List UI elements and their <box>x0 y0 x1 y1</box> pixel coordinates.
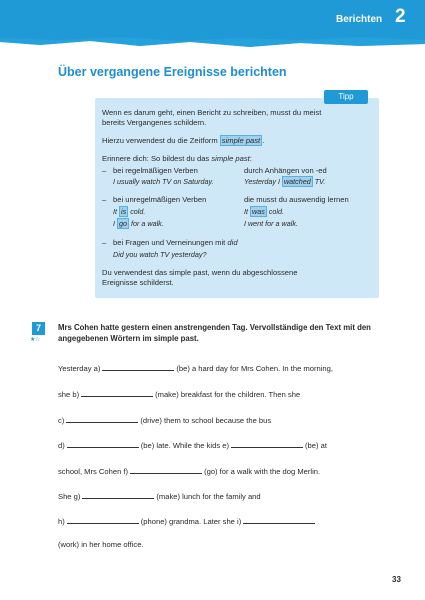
irregular-example-2: I go for a walk. <box>113 219 164 228</box>
blank-c[interactable] <box>66 414 138 423</box>
tip-closing-1: Du verwendest das simple past, wenn du abgeschlossene <box>102 268 298 277</box>
exercise-line-g: She g) (make) lunch for the family and <box>58 492 261 501</box>
blank-g[interactable] <box>82 490 154 499</box>
questions-label: bei Fragen und Verneinungen mit did <box>113 238 238 247</box>
blank-e[interactable] <box>231 439 303 448</box>
bullet-dash: – <box>102 195 107 204</box>
blank-f[interactable] <box>130 465 202 474</box>
chapter-title: Berichten <box>336 14 383 25</box>
chapter-number: 2 <box>395 6 406 27</box>
tip-remember-line: Erinnere dich: So bildest du das simple past: <box>102 154 252 163</box>
tip-closing-2: Ereignisse schilderst. <box>102 278 174 287</box>
tip-tab: Tipp <box>324 90 368 104</box>
blank-b[interactable] <box>81 388 153 397</box>
irregular-example-3: It was cold. <box>244 207 284 216</box>
exercise-line-d: d) (be) late. While the kids e) (be) at <box>58 441 327 450</box>
irregular-label: bei unregelmäßigen Verben <box>113 195 207 204</box>
regular-example-1: I usually watch TV on Saturday. <box>113 177 214 186</box>
tip-intro-1: Wenn es darum geht, einen Bericht zu schreiben, musst du meist <box>102 108 322 117</box>
bullet-dash: – <box>102 238 107 247</box>
exercise-line-f: school, Mrs Cohen f) (go) for a walk with the dog Merlin. <box>58 467 321 476</box>
blank-h[interactable] <box>67 515 139 524</box>
regular-label: bei regelmäßigen Verben <box>113 166 198 175</box>
chapter-banner <box>0 0 425 50</box>
regular-rule: durch Anhängen von -ed <box>244 166 327 175</box>
task-number-badge: 7 <box>32 322 45 335</box>
exercise-line-b: she b) (make) breakfast for the children. Then she <box>58 390 301 399</box>
difficulty-stars-icon: ★☆ <box>30 337 40 343</box>
task-instruction: Mrs Cohen hatte gestern einen anstrengenden Tag. Vervollständige den Text mit den angegebenen Wörtern im simple past. <box>58 323 371 343</box>
irregular-example-4: I went for a walk. <box>244 219 298 228</box>
page-number: 33 <box>392 575 401 584</box>
irregular-example-1: It is cold. <box>113 207 146 216</box>
section-heading: Über vergangene Ereignisse berichten <box>58 65 287 79</box>
exercise-line-a: Yesterday a) (be) a hard day for Mrs Cohen. In the morning, <box>58 364 333 373</box>
banner-brush-shape <box>0 0 425 50</box>
irregular-rule: die musst du auswendig lernen <box>244 195 349 204</box>
blank-d[interactable] <box>67 439 139 448</box>
tense-highlight: simple past <box>221 136 261 145</box>
blank-a[interactable] <box>102 362 174 371</box>
blank-i[interactable] <box>243 515 315 524</box>
exercise-line-last: (work) in her home office. <box>58 540 144 549</box>
exercise-line-h: h) (phone) grandma. Later she i) <box>58 515 317 526</box>
exercise-line-c: c) (drive) them to school because the bus <box>58 416 272 425</box>
tip-intro-2: bereits Vergangenes schildern. <box>102 118 207 127</box>
questions-example: Did you watch TV yesterday? <box>113 250 207 259</box>
regular-example-2: Yesterday I watched TV. <box>244 177 326 186</box>
tip-tense-line: Hierzu verwendest du die Zeitform simple past . <box>102 136 265 145</box>
bullet-dash: – <box>102 166 107 175</box>
